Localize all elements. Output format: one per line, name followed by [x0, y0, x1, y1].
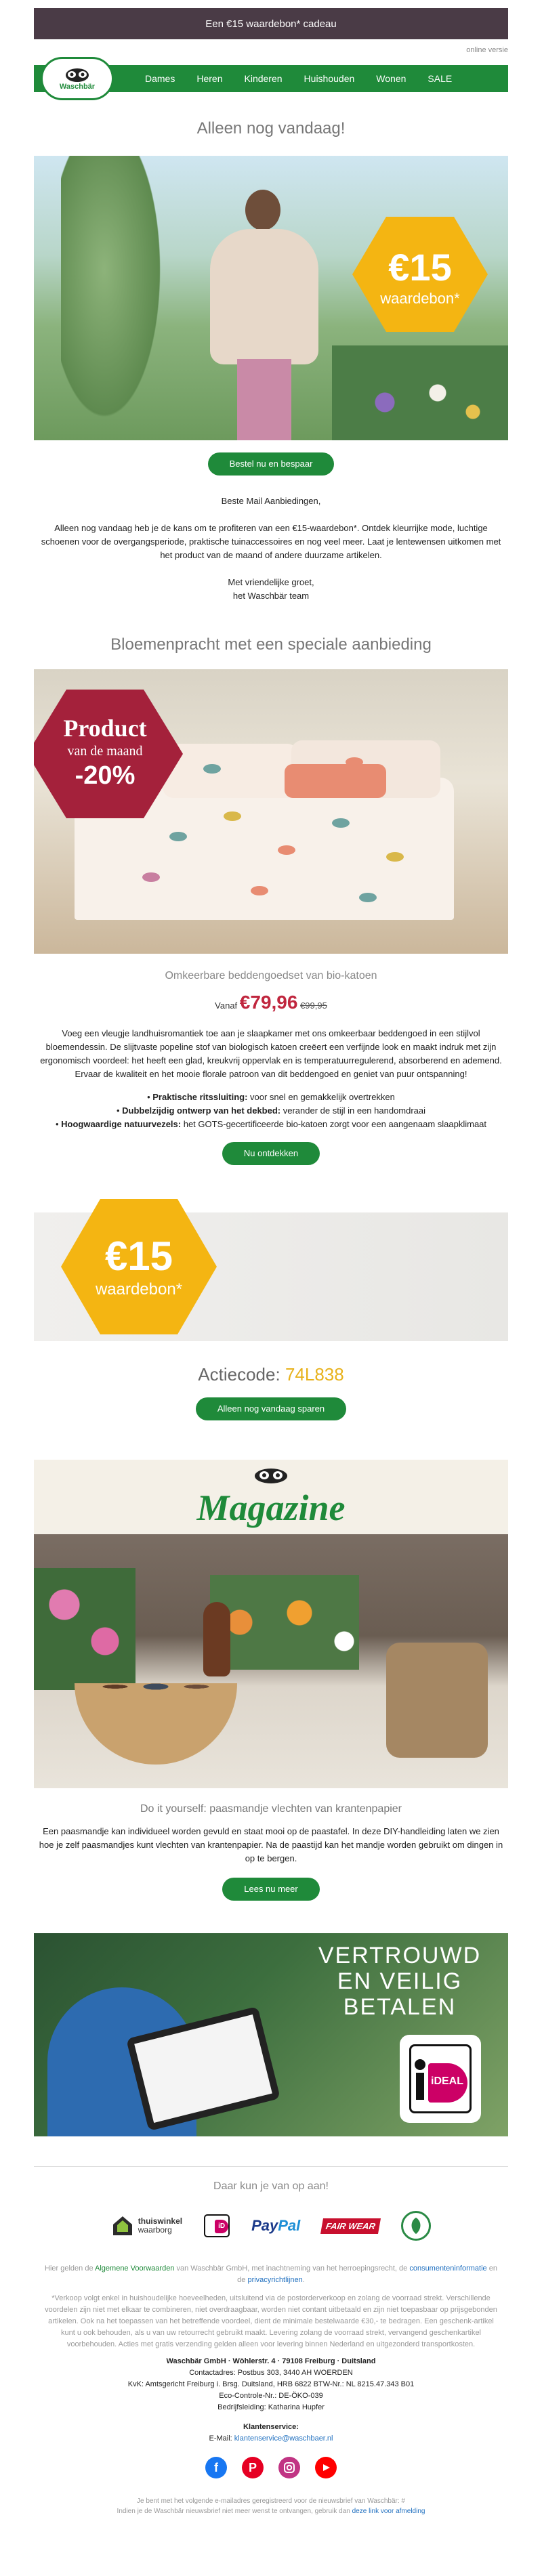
house-icon — [111, 2214, 134, 2237]
voucher-badge-label: waardebon* — [380, 290, 460, 307]
nav-item-sale[interactable]: SALE — [428, 73, 453, 84]
action-code-label: Actiecode: — [198, 1364, 285, 1385]
product-of-month-badge — [34, 690, 183, 818]
read-more-button[interactable]: Lees nu meer — [222, 1878, 320, 1901]
magazine-title: Magazine — [196, 1487, 346, 1528]
nav-item-huishouden[interactable]: Huishouden — [304, 73, 355, 84]
magazine-body: Een paasmandje kan individueel worden gevuld en staat mooi op de paastafel. In deze DIY-handleiding laten we zien hoe je zelf paasmandjes kunt vlechten van krantenpapier. Na de paastijd kan het mandje worden gebruikt om dingen in op te bergen. — [39, 1826, 503, 1863]
badge-line-2: van de maand — [67, 744, 143, 759]
eggs — [88, 1670, 224, 1704]
ideal-small-logo[interactable]: iD — [204, 2214, 230, 2237]
voucher-amount: €15 — [104, 1233, 173, 1279]
badge-discount: -20% — [75, 761, 136, 790]
unsubscribe-note: Je bent met het volgende e-mailadres geregistreerd voor de nieuwsbrief van Waschbär: # Indien je de Waschbär nieuwsbrief niet meer wenst te ontvangen, gebruik dan deze link voor afmelding — [117, 2497, 425, 2515]
online-version-link[interactable]: online versie — [466, 46, 508, 54]
chocolate-bunny — [203, 1602, 230, 1676]
promo-topbar[interactable] — [34, 8, 508, 39]
price-line — [34, 992, 508, 1013]
nav-item-dames[interactable]: Dames — [145, 73, 175, 84]
ideal-headline: VERTROUWD EN VEILIG BETALEN — [318, 1943, 482, 2020]
old-price: €99,95 — [300, 1000, 327, 1011]
hero-headline: Alleen nog vandaag! — [196, 119, 346, 138]
bullet-item: • Dubbelzijdig ontwerp van het dekbed: verander de stijl in een handomdraai — [116, 1105, 426, 1116]
nav-item-heren[interactable]: Heren — [196, 73, 223, 84]
nav-item-kinderen[interactable]: Kinderen — [244, 73, 283, 84]
magazine-header[interactable] — [34, 1460, 508, 1534]
voucher-label: waardebon* — [95, 1280, 183, 1298]
raccoon-icon — [64, 66, 91, 83]
main-nav — [34, 65, 508, 92]
consumer-info-link[interactable]: consumenteninformatie — [409, 2264, 487, 2273]
hero-image[interactable] — [34, 156, 508, 440]
company-info: Waschbär GmbH · Wöhlerstr. 4 · 79108 Freiburg · Duitsland Contactadres: Postbus 303, 3440 AH WOERDEN KvK: Amtsgericht Freiburg i. Brsg. Duitsland, HRB 6822 BTW-Nr.: NL 8215.47.343 B01 Eco-Controle-Nr.: DE-ÖKO-039 Bedrijfsleiding: Katharina Hupfer Klantenservice: E-Mail: klantenservice@waschbaer.nl — [127, 2357, 415, 2443]
logo-text: Waschbär — [59, 83, 96, 91]
social-links — [34, 2457, 508, 2478]
legal-text: Hier gelden de Algemene Voorwaarden van Waschbär GmbH, met inachtneming van het herroepingsrecht, de consumenteninformatie en de privacyrichtlijnen. *Verkoop volgt enkel in huishoudelijke hoeveelheden, uitsluitend via de postorderverkoop en zolang de voorraad strekt. Verschillende voordelen zijn niet met elkaar te combineren, niet overdraagbaar, worden niet contant uitbetaald en zijn niet toepasbaar op prijsgebonden artikelen. Ook na het toepassen van het betreffende voordeel, dient de minimale bestelwaarde €30,- te bedragen. Een geschenk-artikel kunt u ook behouden, als u van uw retourrecht gebruikt maakt. Levering zolang de voorraad strekt, vervangend geschenkartikel voorbehouden. Acties met gratis verzending gelden alleen voor levering binnen Nederland en uitgezonderd transportkosten. — [34, 2263, 508, 2350]
gots-logo[interactable] — [401, 2211, 431, 2241]
signoff-1: Met vriendelijke groet, — [228, 577, 314, 587]
voucher-badge-amount: €15 — [388, 246, 452, 289]
easter-image[interactable] — [34, 1534, 508, 1788]
company-name: Waschbär GmbH · Wöhlerstr. 4 · 79108 Freiburg · Duitsland — [166, 2357, 376, 2365]
unsubscribe-link[interactable]: deze link voor afmelding — [352, 2508, 425, 2515]
fairwear-logo[interactable]: FAIR WEAR — [322, 2218, 379, 2234]
signoff-2: het Waschbär team — [232, 591, 310, 601]
ideal-logo: iDEAL — [400, 2035, 481, 2123]
email-container — [34, 8, 508, 2516]
waschbaer-logo[interactable] — [41, 57, 114, 100]
hero-flowers — [332, 345, 508, 440]
order-now-button[interactable]: Bestel nu en bespaar — [208, 452, 335, 476]
gots-leaf-icon — [401, 2211, 431, 2241]
product-bullets — [34, 1091, 508, 1131]
product-section-title: Bloemenpracht met een speciale aanbieding — [110, 635, 432, 654]
voucher-hexagon — [61, 1199, 217, 1334]
hero-model — [203, 183, 325, 440]
paypal-logo[interactable]: PayPal — [251, 2217, 301, 2234]
discover-now-button[interactable]: Nu ontdekken — [222, 1142, 320, 1165]
product-name[interactable]: Omkeerbare beddengoedset van bio-katoen — [165, 970, 377, 981]
trust-logos — [34, 2209, 508, 2243]
current-price: €79,96 — [239, 992, 298, 1013]
service-email-link[interactable]: klantenservice@waschbaer.nl — [234, 2434, 333, 2443]
raccoon-icon — [251, 1465, 291, 1484]
nav-item-wonen[interactable]: Wonen — [376, 73, 406, 84]
nav-links — [134, 73, 463, 84]
pinterest-icon[interactable]: P — [242, 2457, 264, 2478]
hero-tree — [61, 156, 169, 440]
basket — [386, 1643, 488, 1758]
price-prefix: Vanaf — [215, 1000, 238, 1011]
product-description: Voeg een vleugje landhuisromantiek toe aan je slaapkamer met ons omkeerbaar beddengoed in een stijlvol bloemendessin. De slijtvaste popeline stof van biologisch katoen creëert een verfijnde look en maakt indruk met zijn ergonomisch voordeel: het heeft een glad, kreukvrij oppervlak en is temperatuurregulerend, absorberend en ademend. Ervaar de kwaliteit en het mooie florale patroon van dit beddengoed en geniet van puur ontspanning! — [40, 1028, 502, 1079]
youtube-icon[interactable] — [315, 2457, 337, 2478]
privacy-link[interactable]: privacyrichtlijnen — [247, 2276, 303, 2284]
trust-title: Daar kun je van op aan! — [34, 2166, 508, 2193]
action-code-value: 74L838 — [285, 1364, 344, 1385]
bullet-item: • Hoogwaardige natuurvezels: het GOTS-gecertificeerde bio-katoen zorgt voor een aangenaam slaapklimaat — [55, 1119, 487, 1129]
action-code — [34, 1364, 508, 1385]
terms-link[interactable]: Algemene Voorwaarden — [95, 2264, 175, 2273]
badge-line-1: Product — [63, 715, 147, 742]
thuiswinkel-logo[interactable]: thuiswinkel waarborg — [111, 2214, 182, 2237]
promo-topbar-text: Een €15 waardebon* cadeau — [205, 18, 337, 30]
instagram-icon[interactable] — [278, 2457, 300, 2478]
magazine-caption[interactable]: Do it yourself: paasmandje vlechten van krantenpapier — [140, 1803, 402, 1815]
voucher-badge — [352, 217, 488, 332]
intro-text — [34, 494, 508, 603]
greeting: Beste Mail Aanbiedingen, — [221, 496, 321, 506]
save-today-button[interactable]: Alleen nog vandaag sparen — [196, 1397, 346, 1420]
voucher-banner[interactable] — [34, 1212, 508, 1341]
product-image[interactable] — [34, 669, 508, 954]
disclaimer: *Verkoop volgt enkel in huishoudelijke hoeveelheden, uitsluitend via de postorderverkoop en zolang de voorraad strekt. Verschillende voordelen zijn niet met elkaar te combineren, niet overdraagbaar, worden niet contant uitbetaald en zijn niet toepasbaar op prijsgebonden artikelen. Ook na het toepassen van het betreffende voordeel, dient de minimale bestelwaarde €30,- te bedragen. Een geschenk-artikel kunt u ook behouden, als u van uw retourrecht gebruikt maakt. Levering zolang de voorraad strekt, vervangend geschenkartikel voorbehouden. Acties met gratis verzending gelden alleen voor levering binnen Nederland en uitgezonderd transportkosten. — [45, 2294, 497, 2348]
bullet-item: • Praktische ritssluiting: voor snel en gemakkelijk overtrekken — [147, 1092, 395, 1102]
facebook-icon[interactable]: f — [205, 2457, 227, 2478]
ideal-banner[interactable] — [34, 1933, 508, 2136]
intro-body: Alleen nog vandaag heb je de kans om te profiteren van een €15-waardebon*. Ontdek kleurrijke mode, luchtige schoenen voor de overgangsperiode, praktische tuinaccessoires en nog veel meer. Laat je lentewensen uitkomen met het product van de maand of andere duurzame artikelen. — [41, 523, 501, 560]
